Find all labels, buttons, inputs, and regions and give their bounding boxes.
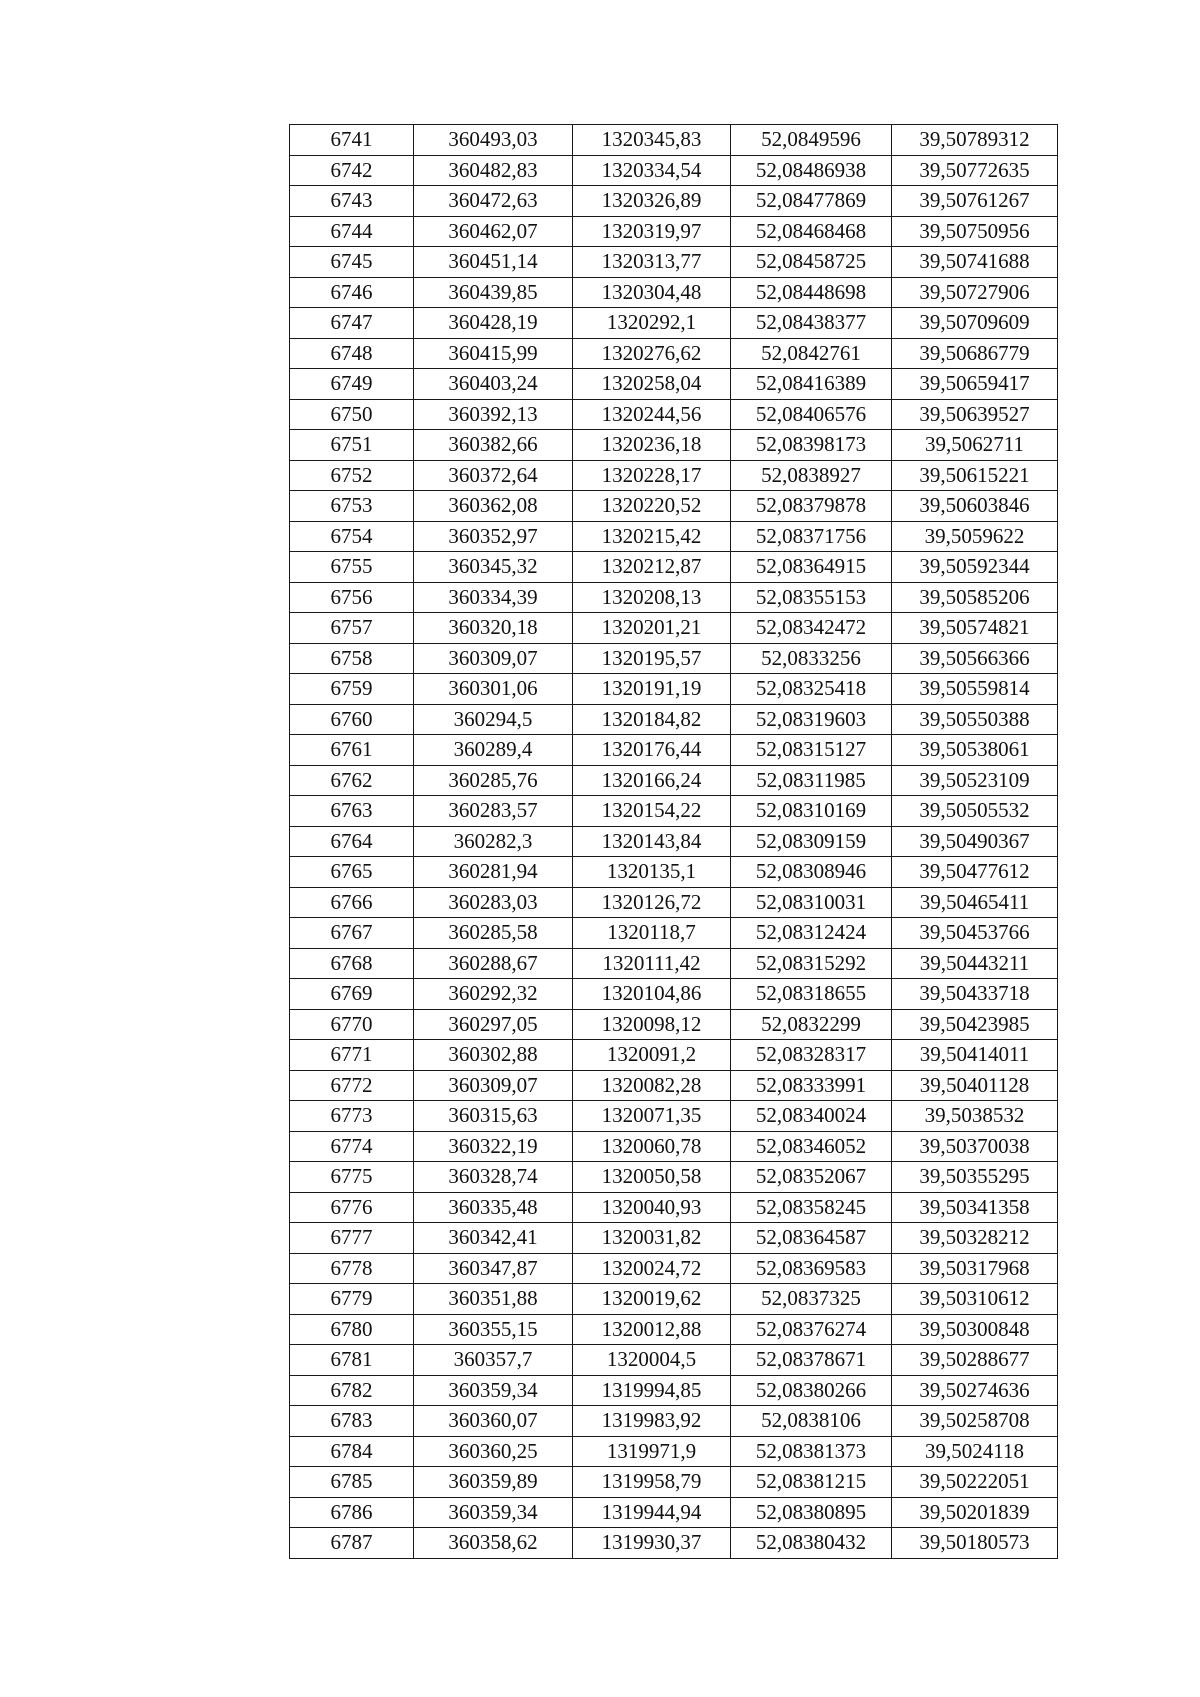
x-coordinate-cell: 360322,19 [414, 1131, 573, 1162]
x-coordinate-cell: 360359,89 [414, 1467, 573, 1498]
latitude-cell: 52,08369583 [731, 1253, 892, 1284]
point-number-cell: 6747 [290, 308, 414, 339]
point-number-cell: 6764 [290, 826, 414, 857]
table-row [290, 125, 1058, 156]
latitude-cell: 52,08416389 [731, 369, 892, 400]
latitude-cell: 52,08342472 [731, 613, 892, 644]
point-number-cell: 6755 [290, 552, 414, 583]
table-row [290, 1284, 1058, 1315]
point-number-cell: 6784 [290, 1436, 414, 1467]
y-coordinate-cell: 1319983,92 [573, 1406, 731, 1437]
y-coordinate-cell: 1320012,88 [573, 1314, 731, 1345]
longitude-cell: 39,50201839 [892, 1497, 1058, 1528]
x-coordinate-cell: 360482,83 [414, 155, 573, 186]
y-coordinate-cell: 1320031,82 [573, 1223, 731, 1254]
y-coordinate-cell: 1319930,37 [573, 1528, 731, 1559]
table-row [290, 460, 1058, 491]
point-number-cell: 6743 [290, 186, 414, 217]
point-number-cell: 6759 [290, 674, 414, 705]
x-coordinate-cell: 360362,08 [414, 491, 573, 522]
y-coordinate-cell: 1320004,5 [573, 1345, 731, 1376]
longitude-cell: 39,50222051 [892, 1467, 1058, 1498]
point-number-cell: 6771 [290, 1040, 414, 1071]
table-row [290, 796, 1058, 827]
y-coordinate-cell: 1319971,9 [573, 1436, 731, 1467]
x-coordinate-cell: 360439,85 [414, 277, 573, 308]
longitude-cell: 39,50490367 [892, 826, 1058, 857]
latitude-cell: 52,08309159 [731, 826, 892, 857]
x-coordinate-cell: 360285,76 [414, 765, 573, 796]
point-number-cell: 6758 [290, 643, 414, 674]
longitude-cell: 39,50317968 [892, 1253, 1058, 1284]
longitude-cell: 39,50477612 [892, 857, 1058, 888]
table-row [290, 1497, 1058, 1528]
table-row [290, 582, 1058, 613]
longitude-cell: 39,50300848 [892, 1314, 1058, 1345]
point-number-cell: 6757 [290, 613, 414, 644]
point-number-cell: 6749 [290, 369, 414, 400]
y-coordinate-cell: 1320201,21 [573, 613, 731, 644]
x-coordinate-cell: 360415,99 [414, 338, 573, 369]
y-coordinate-cell: 1320071,35 [573, 1101, 731, 1132]
x-coordinate-cell: 360347,87 [414, 1253, 573, 1284]
x-coordinate-cell: 360493,03 [414, 125, 573, 156]
latitude-cell: 52,0838106 [731, 1406, 892, 1437]
latitude-cell: 52,0832299 [731, 1009, 892, 1040]
latitude-cell: 52,08308946 [731, 857, 892, 888]
y-coordinate-cell: 1320276,62 [573, 338, 731, 369]
table-row [290, 1009, 1058, 1040]
y-coordinate-cell: 1320215,42 [573, 521, 731, 552]
x-coordinate-cell: 360328,74 [414, 1162, 573, 1193]
table-row [290, 277, 1058, 308]
x-coordinate-cell: 360342,41 [414, 1223, 573, 1254]
longitude-cell: 39,50566366 [892, 643, 1058, 674]
latitude-cell: 52,08486938 [731, 155, 892, 186]
x-coordinate-cell: 360297,05 [414, 1009, 573, 1040]
point-number-cell: 6748 [290, 338, 414, 369]
point-number-cell: 6774 [290, 1131, 414, 1162]
y-coordinate-cell: 1320191,19 [573, 674, 731, 705]
latitude-cell: 52,08333991 [731, 1070, 892, 1101]
point-number-cell: 6746 [290, 277, 414, 308]
point-number-cell: 6770 [290, 1009, 414, 1040]
point-number-cell: 6744 [290, 216, 414, 247]
longitude-cell: 39,50659417 [892, 369, 1058, 400]
latitude-cell: 52,08346052 [731, 1131, 892, 1162]
longitude-cell: 39,50772635 [892, 155, 1058, 186]
y-coordinate-cell: 1320050,58 [573, 1162, 731, 1193]
longitude-cell: 39,50592344 [892, 552, 1058, 583]
x-coordinate-cell: 360462,07 [414, 216, 573, 247]
longitude-cell: 39,50550388 [892, 704, 1058, 735]
latitude-cell: 52,08358245 [731, 1192, 892, 1223]
longitude-cell: 39,50709609 [892, 308, 1058, 339]
longitude-cell: 39,50559814 [892, 674, 1058, 705]
x-coordinate-cell: 360281,94 [414, 857, 573, 888]
x-coordinate-cell: 360335,48 [414, 1192, 573, 1223]
longitude-cell: 39,50761267 [892, 186, 1058, 217]
longitude-cell: 39,50505532 [892, 796, 1058, 827]
table-row [290, 247, 1058, 278]
table-row [290, 1406, 1058, 1437]
table-row [290, 643, 1058, 674]
point-number-cell: 6768 [290, 948, 414, 979]
point-number-cell: 6786 [290, 1497, 414, 1528]
table-row [290, 430, 1058, 461]
latitude-cell: 52,08352067 [731, 1162, 892, 1193]
longitude-cell: 39,50523109 [892, 765, 1058, 796]
y-coordinate-cell: 1320024,72 [573, 1253, 731, 1284]
y-coordinate-cell: 1319944,94 [573, 1497, 731, 1528]
x-coordinate-cell: 360372,64 [414, 460, 573, 491]
y-coordinate-cell: 1320111,42 [573, 948, 731, 979]
x-coordinate-cell: 360282,3 [414, 826, 573, 857]
point-number-cell: 6753 [290, 491, 414, 522]
latitude-cell: 52,08438377 [731, 308, 892, 339]
x-coordinate-cell: 360309,07 [414, 1070, 573, 1101]
x-coordinate-cell: 360360,07 [414, 1406, 573, 1437]
y-coordinate-cell: 1320040,93 [573, 1192, 731, 1223]
x-coordinate-cell: 360428,19 [414, 308, 573, 339]
y-coordinate-cell: 1320082,28 [573, 1070, 731, 1101]
table-row [290, 521, 1058, 552]
point-number-cell: 6785 [290, 1467, 414, 1498]
y-coordinate-cell: 1320126,72 [573, 887, 731, 918]
y-coordinate-cell: 1320019,62 [573, 1284, 731, 1315]
table-row [290, 1040, 1058, 1071]
longitude-cell: 39,50750956 [892, 216, 1058, 247]
latitude-cell: 52,08328317 [731, 1040, 892, 1071]
y-coordinate-cell: 1320220,52 [573, 491, 731, 522]
x-coordinate-cell: 360355,15 [414, 1314, 573, 1345]
table-row [290, 1131, 1058, 1162]
table-row [290, 216, 1058, 247]
point-number-cell: 6762 [290, 765, 414, 796]
x-coordinate-cell: 360289,4 [414, 735, 573, 766]
point-number-cell: 6773 [290, 1101, 414, 1132]
latitude-cell: 52,08310031 [731, 887, 892, 918]
x-coordinate-cell: 360359,34 [414, 1375, 573, 1406]
longitude-cell: 39,50423985 [892, 1009, 1058, 1040]
point-number-cell: 6776 [290, 1192, 414, 1223]
y-coordinate-cell: 1319994,85 [573, 1375, 731, 1406]
longitude-cell: 39,50310612 [892, 1284, 1058, 1315]
x-coordinate-cell: 360315,63 [414, 1101, 573, 1132]
latitude-cell: 52,0849596 [731, 125, 892, 156]
table-row [290, 552, 1058, 583]
coordinates-table [289, 124, 1058, 1559]
y-coordinate-cell: 1320228,17 [573, 460, 731, 491]
y-coordinate-cell: 1320319,97 [573, 216, 731, 247]
y-coordinate-cell: 1320118,7 [573, 918, 731, 949]
latitude-cell: 52,08364587 [731, 1223, 892, 1254]
x-coordinate-cell: 360382,66 [414, 430, 573, 461]
y-coordinate-cell: 1319958,79 [573, 1467, 731, 1498]
x-coordinate-cell: 360283,03 [414, 887, 573, 918]
table-row [290, 1162, 1058, 1193]
x-coordinate-cell: 360302,88 [414, 1040, 573, 1071]
table-row [290, 887, 1058, 918]
longitude-cell: 39,50453766 [892, 918, 1058, 949]
longitude-cell: 39,50288677 [892, 1345, 1058, 1376]
table-row [290, 186, 1058, 217]
point-number-cell: 6767 [290, 918, 414, 949]
longitude-cell: 39,50789312 [892, 125, 1058, 156]
y-coordinate-cell: 1320313,77 [573, 247, 731, 278]
y-coordinate-cell: 1320208,13 [573, 582, 731, 613]
point-number-cell: 6780 [290, 1314, 414, 1345]
table-row [290, 918, 1058, 949]
longitude-cell: 39,50574821 [892, 613, 1058, 644]
longitude-cell: 39,50328212 [892, 1223, 1058, 1254]
table-row [290, 613, 1058, 644]
latitude-cell: 52,08448698 [731, 277, 892, 308]
x-coordinate-cell: 360472,63 [414, 186, 573, 217]
x-coordinate-cell: 360285,58 [414, 918, 573, 949]
longitude-cell: 39,50727906 [892, 277, 1058, 308]
longitude-cell: 39,50341358 [892, 1192, 1058, 1223]
y-coordinate-cell: 1320334,54 [573, 155, 731, 186]
y-coordinate-cell: 1320345,83 [573, 125, 731, 156]
latitude-cell: 52,08364915 [731, 552, 892, 583]
longitude-cell: 39,5024118 [892, 1436, 1058, 1467]
table-row [290, 1223, 1058, 1254]
longitude-cell: 39,50433718 [892, 979, 1058, 1010]
y-coordinate-cell: 1320258,04 [573, 369, 731, 400]
table-row [290, 674, 1058, 705]
table-row [290, 1436, 1058, 1467]
x-coordinate-cell: 360359,34 [414, 1497, 573, 1528]
longitude-cell: 39,50603846 [892, 491, 1058, 522]
table-row [290, 338, 1058, 369]
x-coordinate-cell: 360294,5 [414, 704, 573, 735]
y-coordinate-cell: 1320212,87 [573, 552, 731, 583]
latitude-cell: 52,08355153 [731, 582, 892, 613]
x-coordinate-cell: 360309,07 [414, 643, 573, 674]
table-row [290, 1101, 1058, 1132]
y-coordinate-cell: 1320326,89 [573, 186, 731, 217]
point-number-cell: 6787 [290, 1528, 414, 1559]
x-coordinate-cell: 360320,18 [414, 613, 573, 644]
latitude-cell: 52,08406576 [731, 399, 892, 430]
longitude-cell: 39,5038532 [892, 1101, 1058, 1132]
longitude-cell: 39,50370038 [892, 1131, 1058, 1162]
table-row [290, 308, 1058, 339]
latitude-cell: 52,08325418 [731, 674, 892, 705]
longitude-cell: 39,50401128 [892, 1070, 1058, 1101]
latitude-cell: 52,08319603 [731, 704, 892, 735]
table-row [290, 765, 1058, 796]
point-number-cell: 6772 [290, 1070, 414, 1101]
latitude-cell: 52,08381373 [731, 1436, 892, 1467]
point-number-cell: 6779 [290, 1284, 414, 1315]
point-number-cell: 6751 [290, 430, 414, 461]
longitude-cell: 39,50355295 [892, 1162, 1058, 1193]
point-number-cell: 6761 [290, 735, 414, 766]
longitude-cell: 39,50258708 [892, 1406, 1058, 1437]
latitude-cell: 52,08398173 [731, 430, 892, 461]
point-number-cell: 6741 [290, 125, 414, 156]
table-row [290, 1192, 1058, 1223]
x-coordinate-cell: 360392,13 [414, 399, 573, 430]
x-coordinate-cell: 360357,7 [414, 1345, 573, 1376]
table-row [290, 857, 1058, 888]
latitude-cell: 52,08311985 [731, 765, 892, 796]
latitude-cell: 52,08318655 [731, 979, 892, 1010]
y-coordinate-cell: 1320236,18 [573, 430, 731, 461]
latitude-cell: 52,0833256 [731, 643, 892, 674]
latitude-cell: 52,08315127 [731, 735, 892, 766]
x-coordinate-cell: 360301,06 [414, 674, 573, 705]
point-number-cell: 6756 [290, 582, 414, 613]
latitude-cell: 52,08381215 [731, 1467, 892, 1498]
point-number-cell: 6781 [290, 1345, 414, 1376]
latitude-cell: 52,08310169 [731, 796, 892, 827]
y-coordinate-cell: 1320195,57 [573, 643, 731, 674]
table-row [290, 1070, 1058, 1101]
latitude-cell: 52,0838927 [731, 460, 892, 491]
point-number-cell: 6778 [290, 1253, 414, 1284]
y-coordinate-cell: 1320104,86 [573, 979, 731, 1010]
table-row [290, 399, 1058, 430]
point-number-cell: 6763 [290, 796, 414, 827]
table-row [290, 1375, 1058, 1406]
longitude-cell: 39,50615221 [892, 460, 1058, 491]
x-coordinate-cell: 360345,32 [414, 552, 573, 583]
table-row [290, 369, 1058, 400]
y-coordinate-cell: 1320244,56 [573, 399, 731, 430]
y-coordinate-cell: 1320091,2 [573, 1040, 731, 1071]
x-coordinate-cell: 360283,57 [414, 796, 573, 827]
longitude-cell: 39,50180573 [892, 1528, 1058, 1559]
longitude-cell: 39,50443211 [892, 948, 1058, 979]
longitude-cell: 39,50585206 [892, 582, 1058, 613]
longitude-cell: 39,50686779 [892, 338, 1058, 369]
table-row [290, 826, 1058, 857]
point-number-cell: 6750 [290, 399, 414, 430]
table-row [290, 491, 1058, 522]
latitude-cell: 52,08380266 [731, 1375, 892, 1406]
latitude-cell: 52,08477869 [731, 186, 892, 217]
point-number-cell: 6775 [290, 1162, 414, 1193]
table-row [290, 1345, 1058, 1376]
y-coordinate-cell: 1320292,1 [573, 308, 731, 339]
x-coordinate-cell: 360288,67 [414, 948, 573, 979]
x-coordinate-cell: 360352,97 [414, 521, 573, 552]
x-coordinate-cell: 360334,39 [414, 582, 573, 613]
x-coordinate-cell: 360351,88 [414, 1284, 573, 1315]
latitude-cell: 52,08468468 [731, 216, 892, 247]
latitude-cell: 52,08378671 [731, 1345, 892, 1376]
table-row [290, 948, 1058, 979]
point-number-cell: 6766 [290, 887, 414, 918]
latitude-cell: 52,08380432 [731, 1528, 892, 1559]
x-coordinate-cell: 360451,14 [414, 247, 573, 278]
y-coordinate-cell: 1320184,82 [573, 704, 731, 735]
table-row [290, 735, 1058, 766]
table-row [290, 1528, 1058, 1559]
longitude-cell: 39,50741688 [892, 247, 1058, 278]
latitude-cell: 52,08376274 [731, 1314, 892, 1345]
y-coordinate-cell: 1320166,24 [573, 765, 731, 796]
x-coordinate-cell: 360358,62 [414, 1528, 573, 1559]
longitude-cell: 39,50639527 [892, 399, 1058, 430]
point-number-cell: 6745 [290, 247, 414, 278]
y-coordinate-cell: 1320143,84 [573, 826, 731, 857]
point-number-cell: 6752 [290, 460, 414, 491]
longitude-cell: 39,50414011 [892, 1040, 1058, 1071]
latitude-cell: 52,08340024 [731, 1101, 892, 1132]
point-number-cell: 6777 [290, 1223, 414, 1254]
x-coordinate-cell: 360360,25 [414, 1436, 573, 1467]
table-row [290, 704, 1058, 735]
point-number-cell: 6760 [290, 704, 414, 735]
table-row [290, 979, 1058, 1010]
longitude-cell: 39,5059622 [892, 521, 1058, 552]
x-coordinate-cell: 360403,24 [414, 369, 573, 400]
point-number-cell: 6765 [290, 857, 414, 888]
point-number-cell: 6782 [290, 1375, 414, 1406]
table-row [290, 155, 1058, 186]
point-number-cell: 6754 [290, 521, 414, 552]
y-coordinate-cell: 1320176,44 [573, 735, 731, 766]
point-number-cell: 6742 [290, 155, 414, 186]
longitude-cell: 39,50538061 [892, 735, 1058, 766]
latitude-cell: 52,08315292 [731, 948, 892, 979]
point-number-cell: 6769 [290, 979, 414, 1010]
latitude-cell: 52,08458725 [731, 247, 892, 278]
longitude-cell: 39,50274636 [892, 1375, 1058, 1406]
table-row [290, 1314, 1058, 1345]
y-coordinate-cell: 1320135,1 [573, 857, 731, 888]
latitude-cell: 52,0837325 [731, 1284, 892, 1315]
point-number-cell: 6783 [290, 1406, 414, 1437]
x-coordinate-cell: 360292,32 [414, 979, 573, 1010]
y-coordinate-cell: 1320154,22 [573, 796, 731, 827]
latitude-cell: 52,0842761 [731, 338, 892, 369]
latitude-cell: 52,08371756 [731, 521, 892, 552]
longitude-cell: 39,5062711 [892, 430, 1058, 461]
latitude-cell: 52,08379878 [731, 491, 892, 522]
longitude-cell: 39,50465411 [892, 887, 1058, 918]
table-row [290, 1467, 1058, 1498]
latitude-cell: 52,08312424 [731, 918, 892, 949]
y-coordinate-cell: 1320304,48 [573, 277, 731, 308]
latitude-cell: 52,08380895 [731, 1497, 892, 1528]
y-coordinate-cell: 1320098,12 [573, 1009, 731, 1040]
table-row [290, 1253, 1058, 1284]
y-coordinate-cell: 1320060,78 [573, 1131, 731, 1162]
coordinates-table-body [290, 125, 1058, 1559]
